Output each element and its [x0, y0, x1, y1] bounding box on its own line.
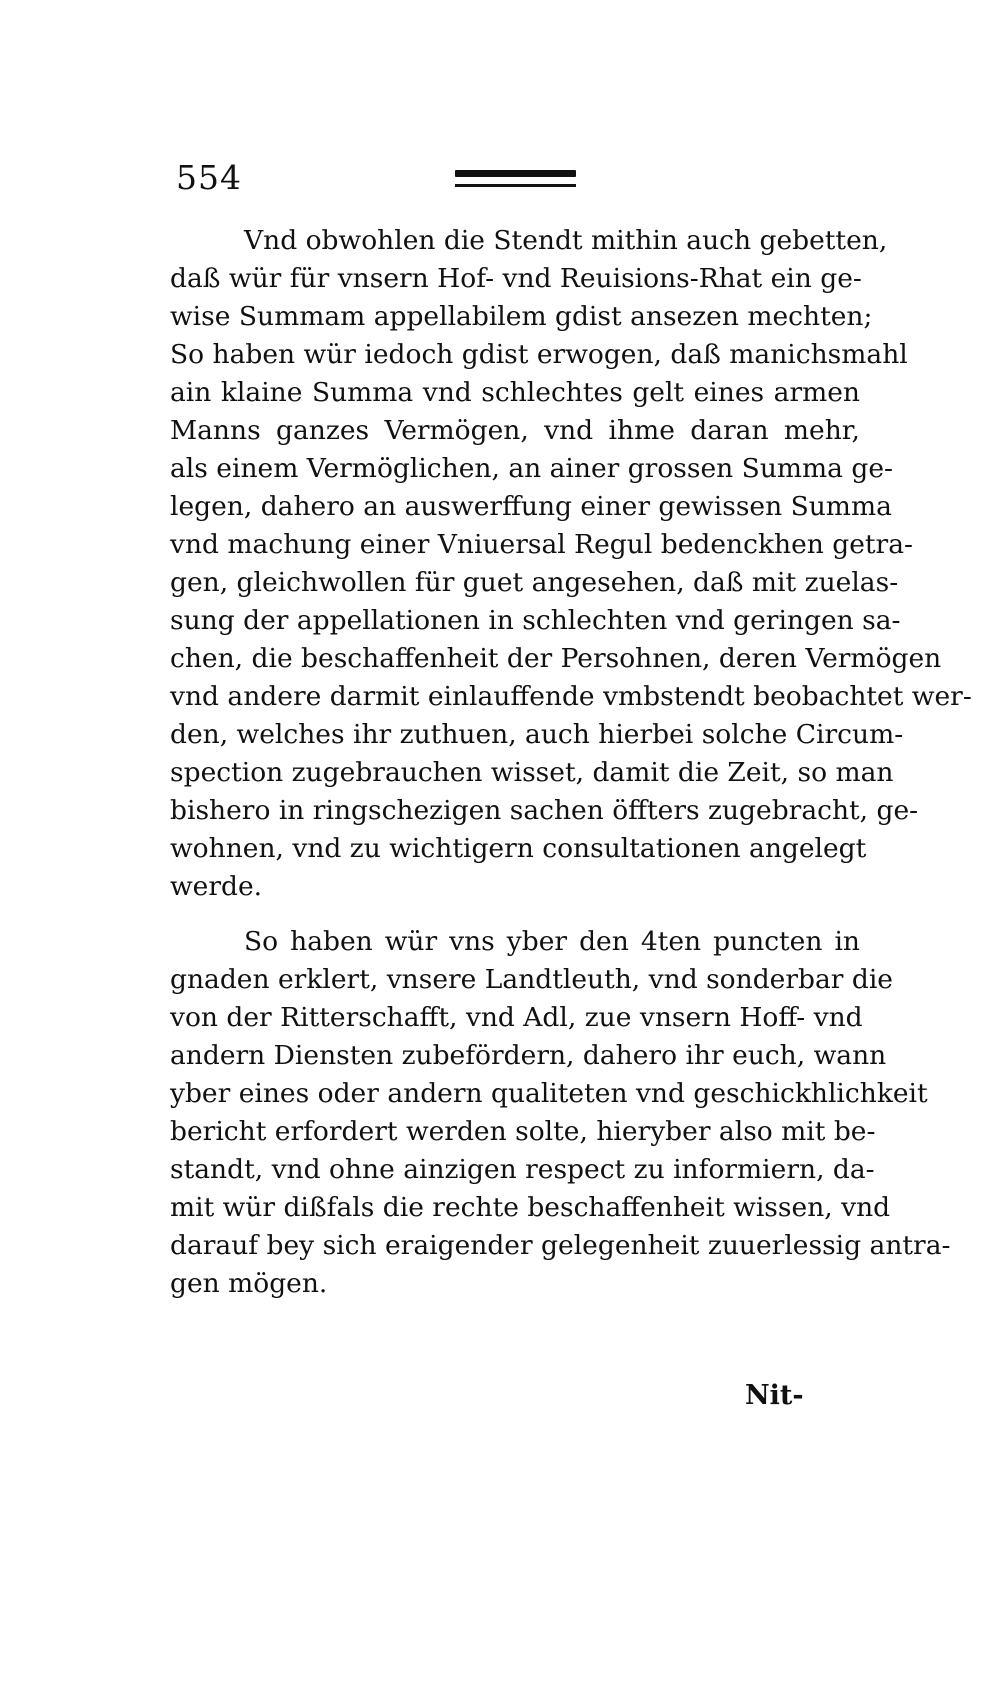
text-line: yber eines oder andern qualiteten vnd geschickhlichkeit	[170, 1078, 928, 1109]
text-line: werde.	[170, 871, 263, 902]
text-line: So haben wür iedoch gdist erwogen, daß manichsmahl	[170, 339, 908, 370]
text-line: den, welches ihr zuthuen, auch hierbei solche Circum-	[170, 719, 904, 750]
text-line: So haben wür vns yber den 4ten puncten in	[244, 926, 860, 957]
text-line: mit wür dißfals die rechte beschaffenheit wissen, vnd	[170, 1192, 891, 1223]
header-rule-thick	[455, 170, 576, 177]
text-line: legen, dahero an auswerffung einer gewissen Summa	[170, 491, 892, 522]
paragraph-1	[170, 222, 972, 906]
text-line: standt, vnd ohne ainzigen respect zu informiern, da-	[170, 1154, 875, 1185]
text-line: vnd machung einer Vniuersal Regul bedenckhen getra-	[170, 529, 913, 560]
text-line: ain klaine Summa vnd schlechtes gelt eines armen	[170, 377, 860, 408]
text-line: daß wür für vnsern Hof- vnd Reuisions-Rhat ein ge-	[170, 263, 862, 294]
text-line: als einem Vermöglichen, an ainer grossen Summa ge-	[170, 453, 893, 484]
text-line: gen mögen.	[170, 1268, 328, 1299]
text-line: andern Diensten zubefördern, dahero ihr euch, wann	[170, 1040, 887, 1071]
text-line: chen, die beschaffenheit der Persohnen, deren Vermögen	[170, 643, 942, 674]
catchword: Nit-	[745, 1380, 804, 1411]
paragraph-2	[170, 923, 951, 1303]
header-rule	[455, 170, 576, 194]
text-line: wise Summam appellabilem gdist ansezen mechten;	[170, 301, 873, 332]
text-line: gnaden erklert, vnsere Landtleuth, vnd sonderbar die	[170, 964, 893, 995]
text-line: von der Ritterschafft, vnd Adl, zue vnsern Hoff- vnd	[170, 1002, 863, 1033]
text-line: vnd andere darmit einlauffende vmbstendt beobachtet wer-	[170, 681, 972, 712]
text-line: darauf bey sich eraigender gelegenheit zuuerlessig antra-	[170, 1230, 951, 1261]
text-line: sung der appellationen in schlechten vnd geringen sa-	[170, 605, 901, 636]
text-line: bishero in ringschezigen sachen öffters zugebracht, ge-	[170, 795, 919, 826]
text-line: wohnen, vnd zu wichtigern consultationen angelegt	[170, 833, 867, 864]
text-line: gen, gleichwollen für guet angesehen, daß mit zuelas-	[170, 567, 899, 598]
page-number: 554	[176, 158, 242, 197]
text-line: Manns ganzes Vermögen, vnd ihme daran mehr,	[170, 415, 860, 446]
header-rule-thin	[455, 184, 576, 187]
text-line: bericht erfordert werden solte, hieryber also mit be-	[170, 1116, 876, 1147]
text-line: spection zugebrauchen wisset, damit die Zeit, so man	[170, 757, 894, 788]
text-line: Vnd obwohlen die Stendt mithin auch gebetten,	[244, 225, 888, 256]
